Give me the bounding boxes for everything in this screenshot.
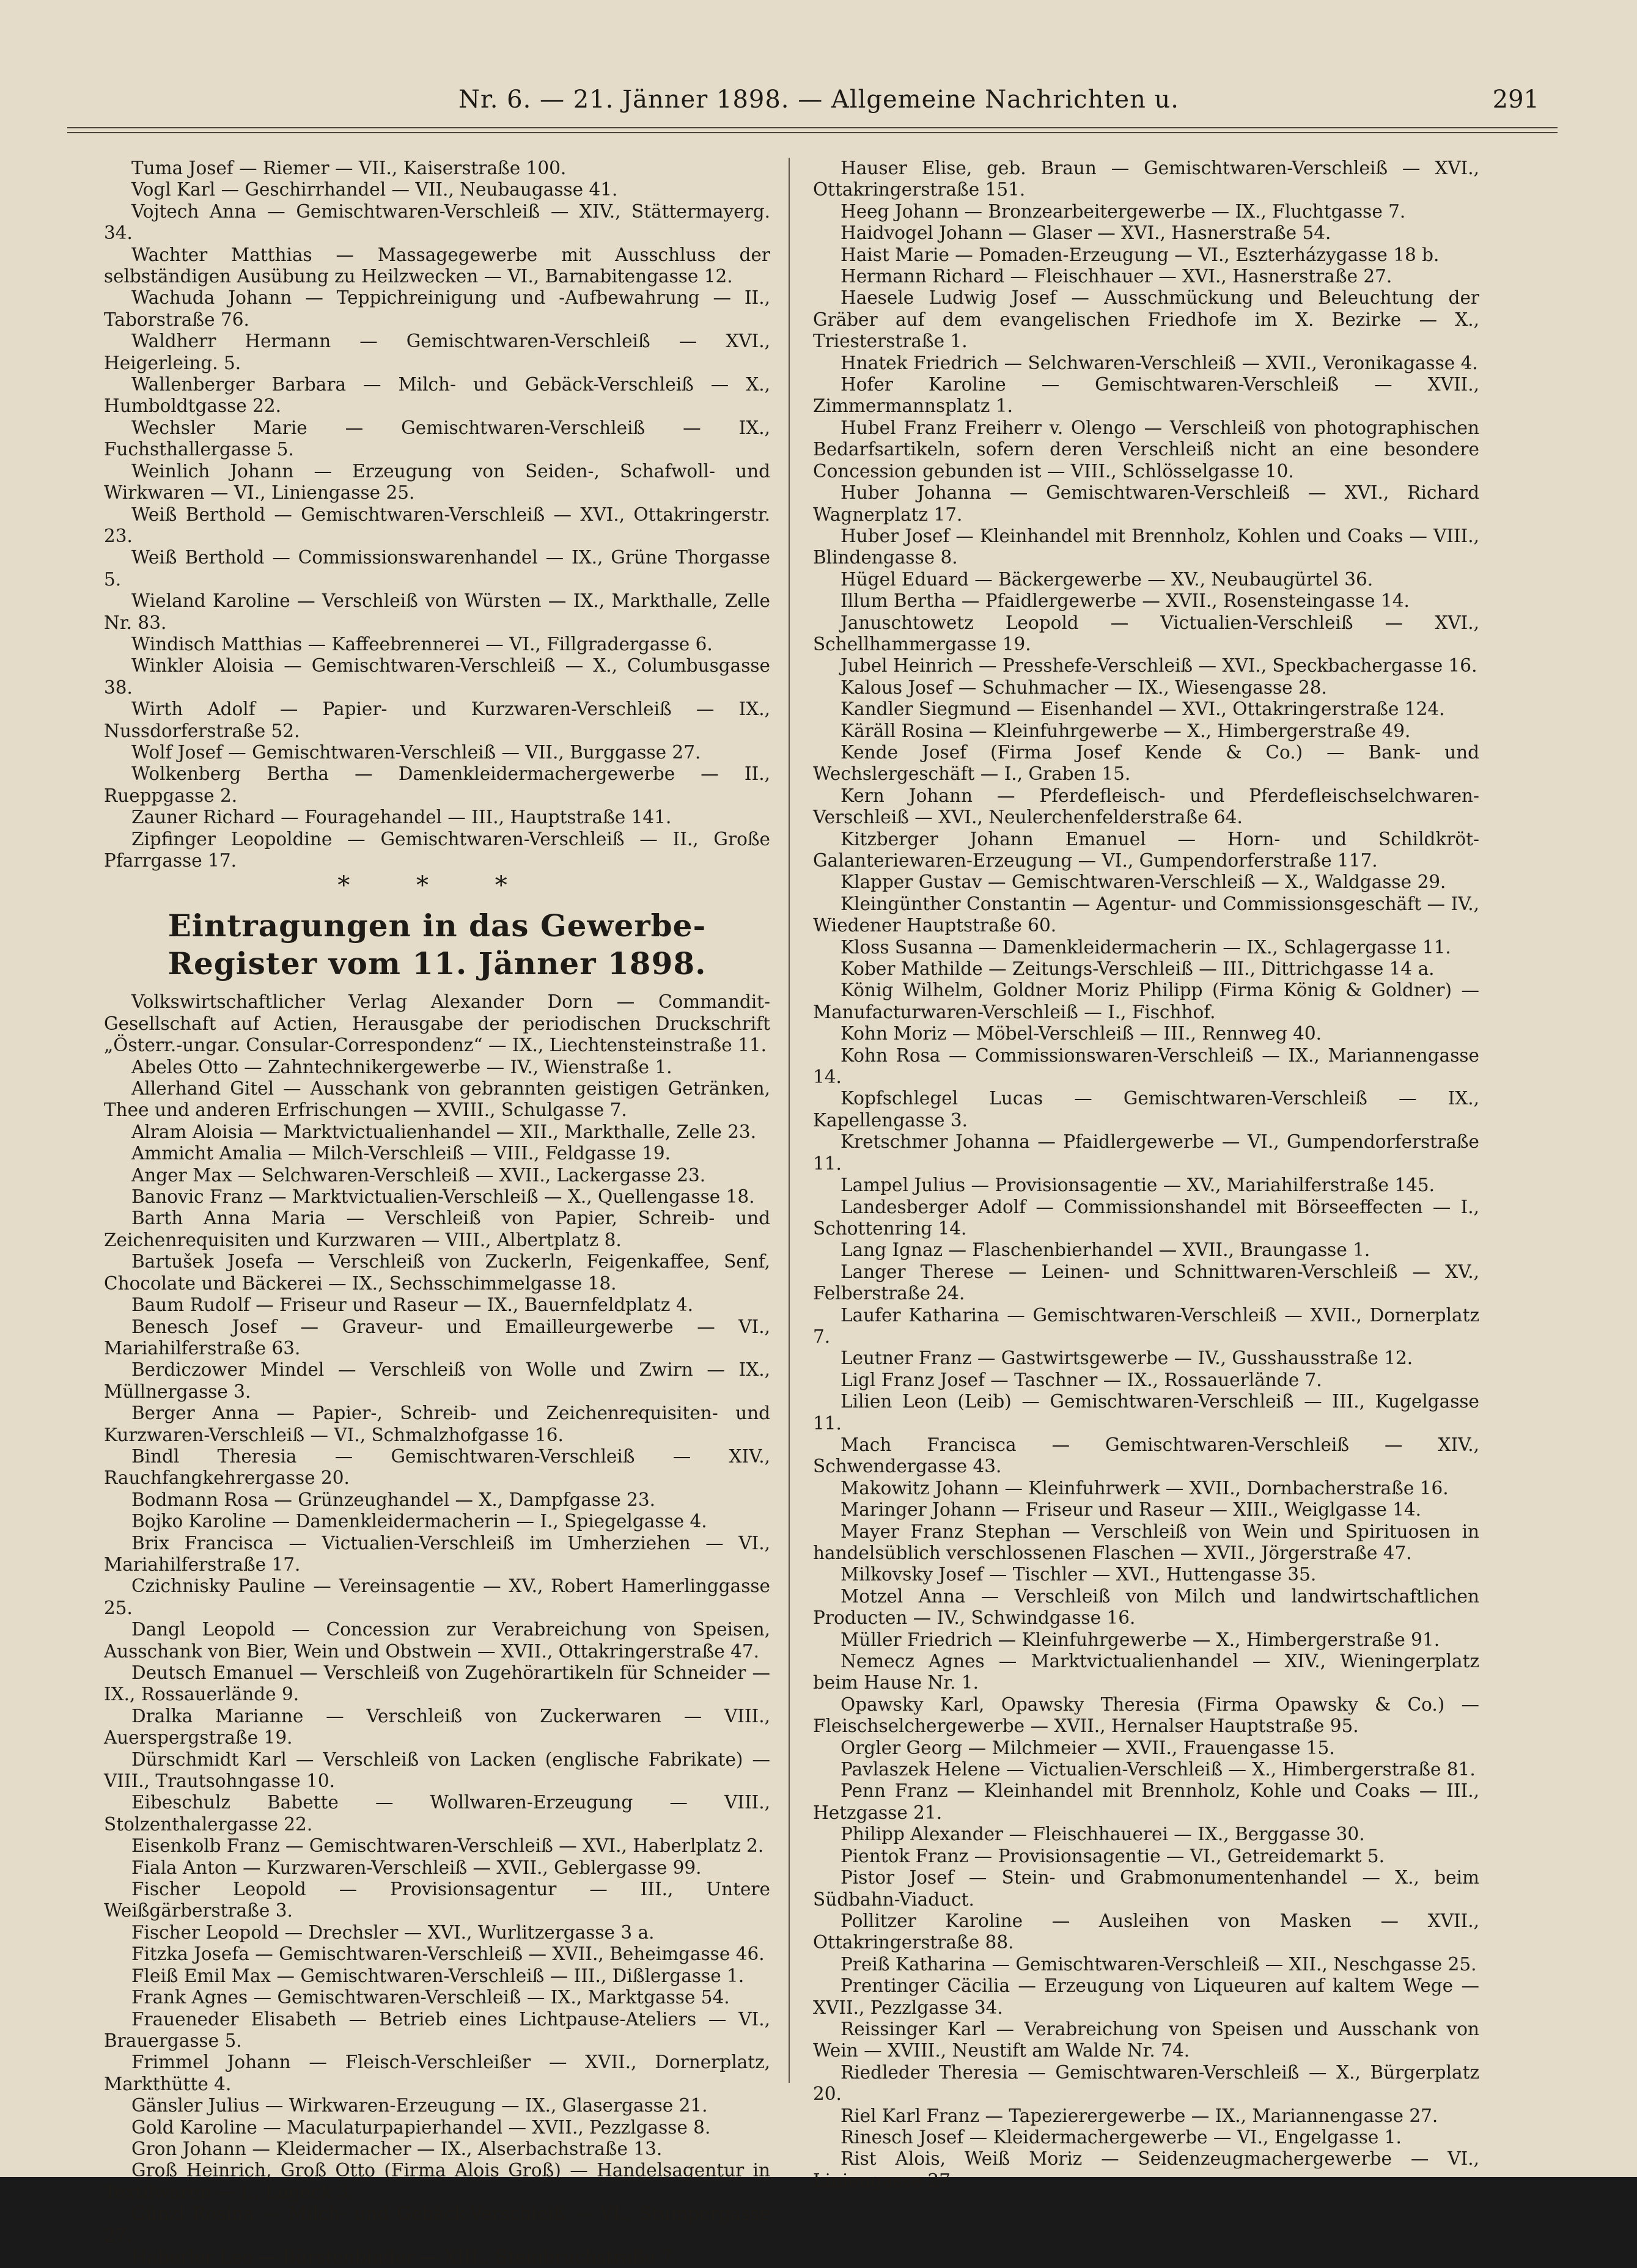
register-entry: Groß Heinrich, Groß Otto (Firma Alois Groß) — Handelsagentur in Textilwaren — I., Lugeck 3. — [104, 2160, 770, 2203]
register-entry: Gold Karoline — Maculaturpapierhandel — XVII., Pezzlgasse 8. — [131, 2116, 711, 2138]
register-entry: Heeg Johann — Bronzearbeitergewerbe — IX., Fluchtgasse 7. — [841, 200, 1406, 222]
register-entry: Waldherr Hermann — Gemischtwaren-Verschleiß — XVI., Heigerleing. 5. — [104, 331, 770, 373]
register-entry: Eisenkolb Franz — Gemischtwaren-Verschleiß — XVI., Haberlplatz 2. — [131, 1835, 764, 1857]
register-entry: Riedleder Theresia — Gemischtwaren-Verschleiß — X., Bürgerplatz 20. — [813, 2061, 1479, 2105]
register-entry: Fitzka Josefa — Gemischtwaren-Verschleiß — XVII., Beheimgasse 46. — [131, 1943, 765, 1965]
register-entry: Hubel Franz Freiherr v. Olengo — Verschleiß von photographischen Bedarfsartikeln, sofern deren Verschleiß nicht an eine besondere Concession gebunden ist — VIII., Schlösselgasse 10. — [813, 417, 1479, 482]
register-entry: Allerhand Gitel — Ausschank von gebrannten geistigen Getränken, Thee und anderen Erfrischungen — XVIII., Schulgasse 7. — [104, 1078, 770, 1121]
register-entry: Kende Josef (Firma Josef Kende & Co.) — Bank- und Wechslergeschäft — I., Graben 15. — [813, 741, 1479, 785]
page-header — [67, 86, 1558, 134]
register-entry: Wallenberger Barbara — Milch- und Gebäck-Verschleiß — X., Humboldtgasse 22. — [104, 374, 770, 417]
left-column — [104, 158, 770, 2267]
register-entry: Gron Johann — Kleidermacher — IX., Alserbachstraße 13. — [131, 2138, 663, 2159]
register-entry: Kloss Susanna — Damenkleidermacherin — IX., Schlagergasse 11. — [841, 936, 1451, 958]
register-entry: Fischer Leopold — Drechsler — XVI., Wurlitzergasse 3 a. — [131, 1921, 655, 1943]
register-entry: Pistor Josef — Stein- und Grabmonumentenhandel — X., beim Südbahn-Viaduct. — [813, 1867, 1479, 1910]
register-entry: Wirth Adolf — Papier- und Kurzwaren-Verschleiß — IX., Nussdorferstraße 52. — [104, 699, 770, 741]
register-entry: Bindl Theresia — Gemischtwaren-Verschleiß — XIV., Rauchfangkehrergasse 20. — [104, 1445, 770, 1489]
register-entry: Haesele Ludwig Josef — Ausschmückung und Beleuchtung der Gräber auf dem evangelischen Friedhofe im X. Bezirke — X., Triesterstraße 1. — [813, 287, 1479, 352]
register-entry: Mach Francisca — Gemischtwaren-Verschleiß — XIV., Schwendergasse 43. — [813, 1434, 1479, 1477]
register-entry: Frank Agnes — Gemischtwaren-Verschleiß — IX., Marktgasse 54. — [131, 1987, 730, 2008]
column-divider — [789, 158, 790, 2083]
register-entry: Wieland Karoline — Verschleiß von Würsten — IX., Markthalle, Zelle Nr. 83. — [104, 590, 770, 633]
register-entry: Berdiczower Mindel — Verschleiß von Wolle und Zwirn — IX., Müllnergasse 3. — [104, 1359, 770, 1402]
left-top-entries — [104, 158, 770, 872]
register-entry: Philipp Alexander — Fleischhauerei — IX., Berggasse 30. — [841, 1824, 1365, 1845]
register-entry: Deutsch Emanuel — Verschleiß von Zugehörartikeln für Schneider — IX., Rossauerlände 9. — [104, 1662, 770, 1705]
register-entry: Berger Anna — Papier-, Schreib- und Zeichenrequisiten- und Kurzwaren-Verschleiß — VI., Schmalzhofgasse 16. — [104, 1403, 770, 1445]
register-entry: Landesberger Adolf — Commissionshandel mit Börseeffecten — I., Schottenring 14. — [813, 1196, 1479, 1239]
register-entry: Zipfinger Leopoldine — Gemischtwaren-Verschleiß — II., Große Pfarrgasse 17. — [104, 828, 770, 871]
register-entry: Fraueneder Elisabeth — Betrieb eines Lichtpause-Ateliers — VI., Brauergasse 5. — [104, 2008, 770, 2051]
register-entry: Milkovsky Josef — Tischler — XVI., Huttengasse 35. — [841, 1564, 1317, 1585]
register-entry: Hofer Karoline — Gemischtwaren-Verschleiß — XVII., Zimmermannsplatz 1. — [813, 374, 1479, 417]
register-entry: Günzl Rosina — Milch- und Gebäck-Verschleiß — VI., Stumpergasse 27. — [104, 2203, 770, 2246]
register-entry: Anger Max — Selchwaren-Verschleiß — XVII., Lackergasse 23. — [131, 1164, 706, 1186]
register-entry: Fiala Anton — Kurzwaren-Verschleiß — XVII., Geblergasse 99. — [131, 1857, 702, 1878]
register-entry: Kopfschlegel Lucas — Gemischtwaren-Verschleiß — IX., Kapellengasse 3. — [813, 1088, 1479, 1131]
register-entry: Motzel Anna — Verschleiß von Milch und landwirtschaftlichen Producten — IV., Schwindgasse 16. — [813, 1585, 1479, 1629]
register-entry: Banovic Franz — Marktvictualien-Verschleiß — X., Quellengasse 18. — [131, 1186, 755, 1208]
register-entry: Maringer Johann — Friseur und Raseur — XIII., Weiglgasse 14. — [841, 1499, 1422, 1521]
register-entry: Volkswirtschaftlicher Verlag Alexander Dorn — Commandit-Gesellschaft auf Actien, Herausgabe der periodischen Druckschrift „Österr.-ungar. Consular-Correspondenz“ — IX., Liechtensteinstraße 11. — [104, 991, 770, 1056]
register-entry: Klapper Gustav — Gemischtwaren-Verschleiß — X., Waldgasse 29. — [841, 872, 1446, 893]
register-entry: Rist Alois, Weiß Moriz — Seidenzeugmachergewerbe — VI., Liniengasse 27. — [813, 2148, 1479, 2191]
register-entry: Preiß Katharina — Gemischtwaren-Verschleiß — XII., Neschgasse 25. — [841, 1953, 1477, 1975]
register-entry: Riel Karl Franz — Tapezierergewerbe — IX., Mariannengasse 27. — [841, 2105, 1438, 2126]
register-entry: Lampel Julius — Provisionsagentie — XV., Mariahilferstraße 145. — [841, 1175, 1435, 1196]
register-entry: Kalous Josef — Schuhmacher — IX., Wiesengasse 28. — [841, 677, 1327, 698]
register-entry: Lilien Leon (Leib) — Gemischtwaren-Verschleiß — III., Kugelgasse 11. — [813, 1391, 1479, 1434]
register-entry: Weinlich Johann — Erzeugung von Seiden-, Schafwoll- und Wirkwaren — VI., Liniengasse 25. — [104, 460, 770, 504]
section-title: Eintragungen in das Gewerbe-Register vom 11. Jänner 1898. — [167, 908, 707, 982]
register-entry: Gänsler Julius — Wirkwaren-Erzeugung — IX., Glasergasse 21. — [131, 2095, 708, 2116]
register-entry: Wechsler Marie — Gemischtwaren-Verschleiß — IX., Fuchsthallergasse 5. — [104, 417, 770, 460]
register-entry: Hauser Elise, geb. Braun — Gemischtwaren-Verschleiß — XVI., Ottakringerstraße 151. — [813, 158, 1479, 200]
register-entry: Wachuda Johann — Teppichreinigung und -Aufbewahrung — II., Taborstraße 76. — [104, 287, 770, 330]
register-entry: Rinesch Josef — Kleidermachergewerbe — VI., Engelgasse 1. — [841, 2126, 1402, 2148]
register-entry: Kober Mathilde — Zeitungs-Verschleiß — III., Dittrichgasse 14 a. — [841, 958, 1435, 980]
register-entry: Haidvogel Johann — Glaser — XVI., Hasnerstraße 54. — [841, 222, 1331, 244]
register-entry: Fischer Leopold — Provisionsagentur — III., Untere Weißgärberstraße 3. — [104, 1879, 770, 1921]
register-entry: Hügel Eduard — Bäckergewerbe — XV., Neubaugürtel 36. — [841, 568, 1374, 590]
register-entry: Langer Therese — Leinen- und Schnittwaren-Verschleiß — XV., Felberstraße 24. — [813, 1261, 1479, 1304]
section-separator: * * * — [337, 872, 537, 900]
register-entry: Pientok Franz — Provisionsagentie — VI., Getreidemarkt 5. — [841, 1845, 1385, 1866]
register-entry: Opawsky Karl, Opawsky Theresia (Firma Opawsky & Co.) — Fleischselchergewerbe — XVII., Hernalser Hauptstraße 95. — [813, 1694, 1479, 1737]
register-entry: Abeles Otto — Zahntechnikergewerbe — IV., Wienstraße 1. — [131, 1056, 672, 1077]
register-entry: Jubel Heinrich — Presshefe-Verschleiß — XVI., Speckbachergasse 16. — [841, 655, 1477, 677]
register-entry: Penn Franz — Kleinhandel mit Brennholz, Kohle und Coaks — III., Hetzgasse 21. — [813, 1780, 1479, 1823]
register-entry: Lang Ignaz — Flaschenbierhandel — XVII., Braungasse 1. — [841, 1239, 1370, 1261]
register-entry: Weiß Berthold — Gemischtwaren-Verschleiß — XVI., Ottakringerstr. 23. — [104, 504, 770, 546]
register-entry: Reissinger Karl — Verabreichung von Speisen und Ausschank von Wein — XVIII., Neustift am Walde Nr. 74. — [813, 2018, 1479, 2061]
register-entry: Barth Anna Maria — Verschleiß von Papier, Schreib- und Zeichenrequisiten und Kurzwaren — VIII., Albertplatz 8. — [104, 1208, 770, 1250]
register-entry: Kitzberger Johann Emanuel — Horn- und Schildkröt-Galanteriewaren-Erzeugung — VI., Gumpendorferstraße 117. — [813, 828, 1479, 871]
register-entry: Bartušek Josefa — Verschleiß von Zuckerln, Feigenkaffee, Senf, Chocolate und Bäckerei — IX., Sechsschimmelgasse 18. — [104, 1251, 770, 1294]
register-entry: Vogl Karl — Geschirrhandel — VII., Neubaugasse 41. — [131, 179, 618, 200]
register-entry: Kohn Rosa — Commissionswaren-Verschleiß — IX., Mariannengasse 14. — [813, 1044, 1479, 1088]
register-entry: Fleiß Emil Max — Gemischtwaren-Verschleiß — III., Dißlergasse 1. — [131, 1965, 745, 1986]
register-entry: König Wilhelm, Goldner Moriz Philipp (Firma König & Goldner) — Manufacturwaren-Verschleiß — I., Fischhof. — [813, 980, 1479, 1022]
page-number: 291 — [1492, 86, 1539, 114]
register-entry: Wolf Josef — Gemischtwaren-Verschleiß — VII., Burggasse 27. — [131, 741, 701, 763]
register-entry: Hnatek Friedrich — Selchwaren-Verschleiß — XVII., Veronikagasse 4. — [841, 352, 1478, 373]
header-rule — [67, 127, 1558, 133]
register-entry: Laufer Katharina — Gemischtwaren-Verschleiß — XVII., Dornerplatz 7. — [813, 1304, 1479, 1347]
register-entry: Eibeschulz Babette — Wollwaren-Erzeugung — VIII., Stolzenthalergasse 22. — [104, 1792, 770, 1835]
register-entry: Weiß Berthold — Commissionswarenhandel — IX., Grüne Thorgasse 5. — [104, 547, 770, 590]
register-entry: Haist Marie — Pomaden-Erzeugung — VI., Eszterházygasse 18 b. — [841, 244, 1440, 265]
register-entry: Benesch Josef — Graveur- und Emailleurgewerbe — VI., Mariahilferstraße 63. — [104, 1316, 770, 1359]
register-entry: Vojtech Anna — Gemischtwaren-Verschleiß — XIV., Stättermayerg. 34. — [104, 200, 770, 244]
register-entry: Tuma Josef — Riemer — VII., Kaiserstraße 100. — [131, 158, 567, 178]
register-entry: Illum Bertha — Pfaidlergewerbe — XVII., Rosensteingasse 14. — [841, 590, 1410, 612]
register-entry: Pollitzer Karoline — Ausleihen von Masken — XVII., Ottakringerstraße 88. — [813, 1910, 1479, 1953]
register-entry: Dürschmidt Karl — Verschleiß von Lacken (englische Fabrikate) — VIII., Trautsohngasse 10. — [104, 1749, 770, 1792]
register-entry: Zauner Richard — Fouragehandel — III., Hauptstraße 141. — [131, 807, 672, 828]
register-entry: Pavlaszek Helene — Victualien-Verschleiß — X., Himbergerstraße 81. — [841, 1759, 1476, 1780]
register-entry: Frimmel Johann — Fleisch-Verschleißer — XVII., Dornerplatz, Markthütte 4. — [104, 2052, 770, 2094]
register-entry: Nemecz Agnes — Marktvictualienhandel — XIV., Wieningerplatz beim Hause Nr. 1. — [813, 1651, 1479, 1694]
right-column — [813, 158, 1479, 2191]
register-entry: Czichnisky Pauline — Vereinsagentie — XV., Robert Hamerlinggasse 25. — [104, 1576, 770, 1618]
register-entry: Orgler Georg — Milchmeier — XVII., Frauengasse 15. — [841, 1737, 1335, 1758]
register-entry: Bojko Karoline — Damenkleidermacherin — I., Spiegelgasse 4. — [131, 1511, 707, 1532]
register-entry: Käräll Rosina — Kleinfuhrgewerbe — X., Himbergerstraße 49. — [841, 720, 1411, 741]
register-entry: Makowitz Johann — Kleinfuhrwerk — XVII., Dornbacherstraße 16. — [841, 1477, 1449, 1499]
register-entry: Kretschmer Johanna — Pfaidlergewerbe — VI., Gumpendorferstraße 11. — [813, 1131, 1479, 1174]
register-entry: Kohn Moriz — Möbel-Verschleiß — III., Rennweg 40. — [841, 1023, 1322, 1044]
register-entry: Prentinger Cäcilia — Erzeugung von Liqueuren auf kaltem Wege — XVII., Pezzlgasse 34. — [813, 1975, 1479, 2018]
register-entry: Januschtowetz Leopold — Victualien-Verschleiß — XVI., Schellhammergasse 19. — [813, 612, 1479, 655]
register-entry: Dangl Leopold — Concession zur Verabreichung von Speisen, Ausschank von Bier, Wein und Obstwein — XVII., Ottakringerstraße 47. — [104, 1619, 770, 1662]
register-entry: Wachter Matthias — Massagegewerbe mit Ausschluss der selbständigen Ausübung zu Heilzwecken — VI., Barnabitengasse 12. — [104, 244, 770, 287]
register-entry: Kandler Siegmund — Eisenhandel — XVI., Ottakringerstraße 124. — [841, 699, 1445, 720]
register-entry: Bodmann Rosa — Grünzeughandel — X., Dampfgasse 23. — [131, 1489, 656, 1510]
register-entry: Wolkenberg Bertha — Damenkleidermachergewerbe — II., Rueppgasse 2. — [104, 763, 770, 806]
register-entry: Windisch Matthias — Kaffeebrennerei — VI., Fillgradergasse 6. — [131, 633, 713, 655]
register-entry: Müller Friedrich — Kleinfuhrgewerbe — X., Himbergerstraße 91. — [841, 1629, 1440, 1650]
header-title: Nr. 6. — 21. Jänner 1898. — Allgemeine Nachrichten u. — [458, 86, 1180, 114]
register-entry: Winkler Aloisia — Gemischtwaren-Verschleiß — X., Columbusgasse 38. — [104, 655, 770, 698]
register-entry: Leutner Franz — Gastwirtsgewerbe — IV., Gusshausstraße 12. — [841, 1348, 1413, 1369]
register-entry: Kleingünther Constantin — Agentur- und Commissionsgeschäft — IV., Wiedener Hauptstraße 60. — [813, 893, 1479, 936]
register-entry: Huber Josef — Kleinhandel mit Brennholz, Kohlen und Coaks — VIII., Blindengasse 8. — [813, 525, 1479, 568]
register-entry: Hermann Richard — Fleischhauer — XVI., Hasnerstraße 27. — [841, 266, 1392, 287]
register-entry: Ammicht Amalia — Milch-Verschleiß — VIII., Feldgasse 19. — [131, 1143, 671, 1164]
register-entry: Ligl Franz Josef — Taschner — IX., Rossauerlände 7. — [841, 1369, 1322, 1390]
register-entry: Brix Francisca — Victualien-Verschleiß im Umherziehen — VI., Mariahilferstraße 17. — [104, 1532, 770, 1575]
register-entry: Dralka Marianne — Verschleiß von Zuckerwaren — VIII., Auerspergstraße 19. — [104, 1705, 770, 1749]
register-entry: Alram Aloisia — Marktvictualienhandel — XII., Markthalle, Zelle 23. — [131, 1121, 757, 1142]
register-entry: Mayer Franz Stephan — Verschleiß von Wein und Spirituosen in handelsüblich verschlossenen Flaschen — XVII., Jörgerstraße 47. — [813, 1521, 1479, 1563]
register-entry: Haberler Leo — Bürstenbinder — XIII., Steinbruchstraße 7. — [131, 2246, 679, 2267]
register-entries-left — [104, 991, 770, 2268]
register-entries-right — [813, 158, 1479, 2192]
register-entry: Huber Johanna — Gemischtwaren-Verschleiß — XVI., Richard Wagnerplatz 17. — [813, 482, 1479, 525]
register-entry: Baum Rudolf — Friseur und Raseur — IX., Bauernfeldplatz 4. — [131, 1294, 693, 1316]
register-entry: Kern Johann — Pferdefleisch- und Pferdefleischselchwaren-Verschleiß — XVI., Neulerchenfelderstraße 64. — [813, 785, 1479, 828]
